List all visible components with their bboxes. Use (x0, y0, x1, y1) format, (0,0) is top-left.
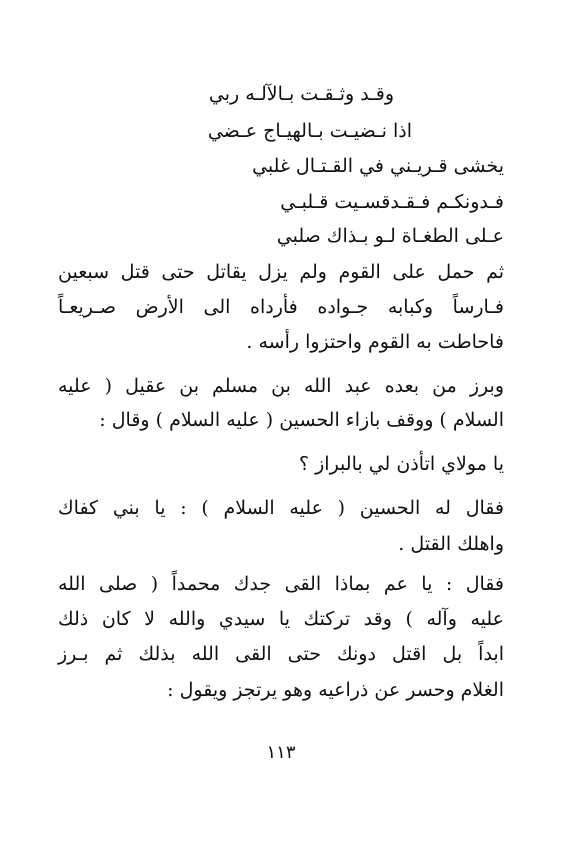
poem-verse-2: اذا نـضيـت بـالهيـاج عـضي (207, 120, 412, 142)
poem-verse-3: يخشى قـريـني في القـتـال غلبي (252, 155, 504, 177)
paragraph-4-line-2: واهلك القتل . (398, 533, 504, 555)
poem-verse-4: فـدونكـم فـقـدقسـيت قـلبـي (280, 191, 504, 213)
paragraph-2-line-1: وبرز من بعده عبد الله بن مسلم بن عقيل ( عليه (58, 375, 504, 397)
poem-verse-1: وقـد وثـقـت بـالآلـه ربي (208, 83, 394, 105)
paragraph-5-line-2: عليه وآله ) وقد تركتك يا سيدي والله لا كان ذلك (58, 608, 504, 630)
paragraph-1-line-2: فـارساً وكبابه جـواده فأرداه الى الأرض صـريعـاً (58, 296, 504, 318)
paragraph-5-line-1: فقال : يا عم بماذا القى جدك محمداً ( صلى الله (58, 573, 504, 595)
paragraph-4-line-1: فقال له الحسين ( عليه السلام ) : يا بني كفاك (58, 497, 504, 519)
paragraph-3-line-1: يا مولاي اتأذن لي بالبراز ؟ (299, 453, 504, 475)
paragraph-2-line-2: السلام ) ووقف بازاء الحسين ( عليه السلام ) وقال : (99, 409, 504, 431)
page-number: ١١٣ (266, 742, 296, 763)
paragraph-1-line-3: فاحاطت به القوم واحتزوا رأسه . (246, 331, 504, 353)
paragraph-5-line-4: الغلام وحسر عن ذراعيه وهو يرتجز ويقول : (167, 679, 504, 701)
paragraph-5-line-3: ابداً بل اقتل دونك حتى القى الله بذلك ثم بـرز (58, 643, 504, 665)
poem-verse-5: عـلى الطغـاة لـو بـذاك صلبي (276, 225, 504, 247)
paragraph-1-line-1: ثم حمل على القوم ولم يزل يقاتل حتى قتل سبعين (58, 261, 504, 283)
